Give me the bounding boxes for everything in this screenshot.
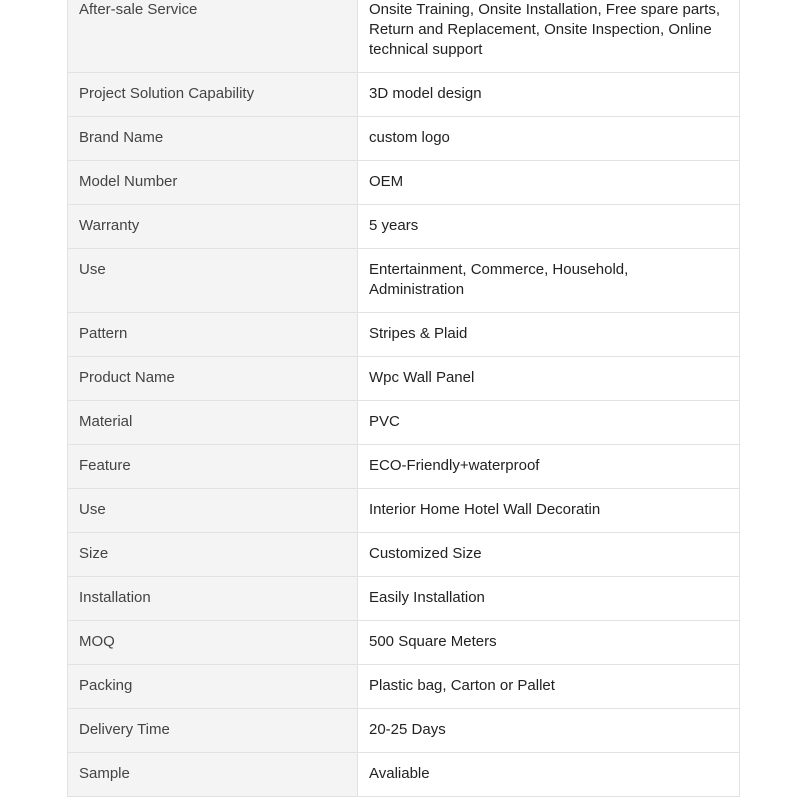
- table-row: [68, 357, 740, 401]
- product-specs-table: [67, 0, 740, 797]
- spec-key: After-sale Service: [68, 0, 358, 73]
- spec-value: 20-25 Days: [358, 709, 740, 753]
- spec-key: Installation: [68, 577, 358, 621]
- spec-key: Pattern: [68, 313, 358, 357]
- spec-value: 500 Square Meters: [358, 621, 740, 665]
- spec-key: Model Number: [68, 161, 358, 205]
- spec-key: Material: [68, 401, 358, 445]
- table-row: [68, 313, 740, 357]
- spec-value: Avaliable: [358, 753, 740, 797]
- spec-key: Delivery Time: [68, 709, 358, 753]
- table-row: [68, 577, 740, 621]
- spec-key: Packing: [68, 665, 358, 709]
- spec-value: Customized Size: [358, 533, 740, 577]
- spec-value: Onsite Training, Onsite Installation, Free spare parts, Return and Replacement, Onsite Inspection, Online technical support: [358, 0, 740, 73]
- table-row: [68, 0, 740, 73]
- spec-key: Product Name: [68, 357, 358, 401]
- spec-key: Sample: [68, 753, 358, 797]
- table-row: [68, 489, 740, 533]
- spec-value: Stripes & Plaid: [358, 313, 740, 357]
- table-row: [68, 117, 740, 161]
- spec-value: OEM: [358, 161, 740, 205]
- table-row: [68, 205, 740, 249]
- spec-key: Brand Name: [68, 117, 358, 161]
- spec-value: 5 years: [358, 205, 740, 249]
- spec-key: Size: [68, 533, 358, 577]
- spec-key: Project Solution Capability: [68, 73, 358, 117]
- spec-value: 3D model design: [358, 73, 740, 117]
- table-row: [68, 753, 740, 797]
- spec-value: Interior Home Hotel Wall Decoratin: [358, 489, 740, 533]
- spec-value: PVC: [358, 401, 740, 445]
- spec-key: Warranty: [68, 205, 358, 249]
- table-row: [68, 533, 740, 577]
- table-row: [68, 665, 740, 709]
- spec-value: Plastic bag, Carton or Pallet: [358, 665, 740, 709]
- spec-key: Feature: [68, 445, 358, 489]
- table-row: [68, 445, 740, 489]
- table-row: [68, 161, 740, 205]
- table-row: [68, 73, 740, 117]
- spec-key: Use: [68, 249, 358, 313]
- spec-value: Wpc Wall Panel: [358, 357, 740, 401]
- table-row: [68, 709, 740, 753]
- table-row: [68, 621, 740, 665]
- spec-value: custom logo: [358, 117, 740, 161]
- spec-value: Entertainment, Commerce, Household, Administration: [358, 249, 740, 313]
- table-row: [68, 249, 740, 313]
- spec-key: MOQ: [68, 621, 358, 665]
- spec-value: Easily Installation: [358, 577, 740, 621]
- spec-value: ECO-Friendly+waterproof: [358, 445, 740, 489]
- spec-key: Use: [68, 489, 358, 533]
- table-row: [68, 401, 740, 445]
